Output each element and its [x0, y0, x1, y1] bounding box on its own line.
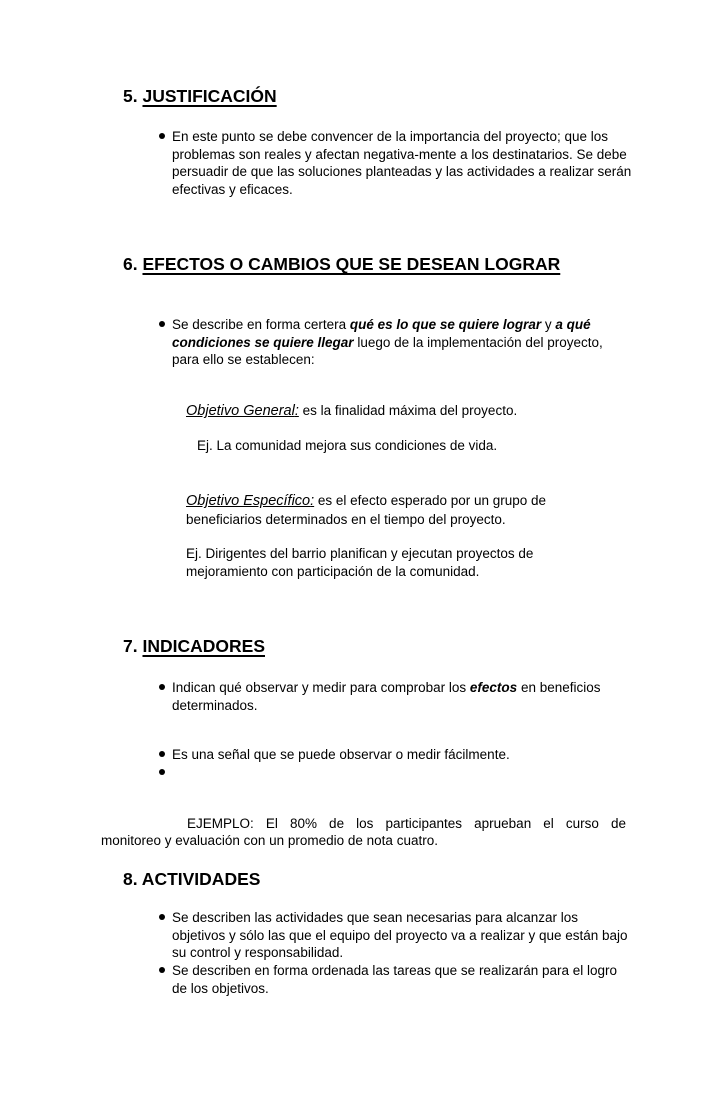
bullet-dot: [159, 128, 165, 146]
text-run: en beneficios determinados.: [172, 680, 601, 713]
bullet-dot: [159, 962, 165, 980]
objetivo-especifico-colon: :: [310, 493, 315, 509]
bullet-dot-empty: [159, 764, 165, 782]
section-8-bullet-2: Se describen en forma ordenada las tareas que se realizarán para el logro de los objetivos.: [172, 963, 618, 996]
emphasis-text: a qué condiciones se quiere llegar: [172, 317, 591, 350]
section-5-title: JUSTIFICACIÓN: [142, 86, 277, 106]
section-5-number: 5.: [123, 86, 138, 106]
section-6-heading: [123, 254, 560, 274]
section-5-bullet-1: En este punto se debe convencer de la importancia del proyecto; que los problemas son reales y afectan negativa-mente a los destinatarios. Se debe persuadir de que las soluciones planteadas y las actividades a realizar serán efectivas y eficaces.: [172, 129, 632, 197]
objetivo-general-label: Objetivo General: [186, 403, 295, 419]
bullet-dot: [159, 909, 165, 927]
emphasis-text: qué es lo que se quiere lograr: [349, 317, 542, 332]
section-7-heading: [123, 636, 265, 656]
section-6-title: EFECTOS O CAMBIOS QUE SE DESEAN LOGRAR: [142, 254, 561, 274]
objetivo-especifico: [186, 492, 606, 528]
example-line-2: monitoreo y evaluación con un promedio de nota cuatro.: [101, 833, 438, 848]
section-7-bullet-1: [172, 679, 634, 714]
section-7-title: INDICADORES: [142, 636, 265, 656]
objetivo-especifico-text: es el efecto esperado por un grupo de beneficiarios determinados en el tiempo del proyecto.: [186, 493, 547, 527]
objetivo-especifico-label: Objetivo Específico: [186, 493, 311, 509]
section-6-number: 6.: [123, 254, 138, 274]
objetivo-general: [186, 402, 626, 421]
emphasis-text: efectos: [469, 680, 518, 695]
text-run: y: [541, 317, 556, 332]
bullet-dot: [159, 746, 165, 764]
section-7-number: 7.: [123, 636, 138, 656]
objetivo-general-example: Ej. La comunidad mejora sus condiciones de vida.: [197, 438, 498, 453]
section-8-heading: 8. ACTIVIDADES: [123, 869, 261, 889]
bullet-dot: [159, 679, 165, 697]
text-run: luego de la implementación del proyecto, para ello se establecen:: [172, 334, 603, 368]
section-7-bullet-2: Es una señal que se puede observar o medir fácilmente.: [172, 747, 510, 762]
bullet-dot: [159, 316, 165, 334]
objetivo-general-colon: :: [294, 403, 299, 419]
example-line-1: EJEMPLO: El 80% de los participantes aprueban el curso de: [187, 816, 626, 831]
section-8-bullet-1: Se describen las actividades que sean necesarias para alcanzar los objetivos y sólo las que el equipo del proyecto va a realizar y que están bajo su control y responsabilidad.: [172, 910, 628, 961]
section-5-heading: [123, 86, 277, 106]
objetivo-general-text: es la finalidad máxima del proyecto.: [298, 403, 518, 418]
text-run: Indican qué observar y medir para comprobar los: [172, 680, 470, 695]
objetivo-especifico-example: Ej. Dirigentes del barrio planifican y ejecutan proyectos de mejoramiento con participación de la comunidad.: [186, 546, 534, 579]
section-6-bullet-1: [172, 316, 627, 369]
text-run: Se describe en forma certera: [172, 317, 350, 332]
